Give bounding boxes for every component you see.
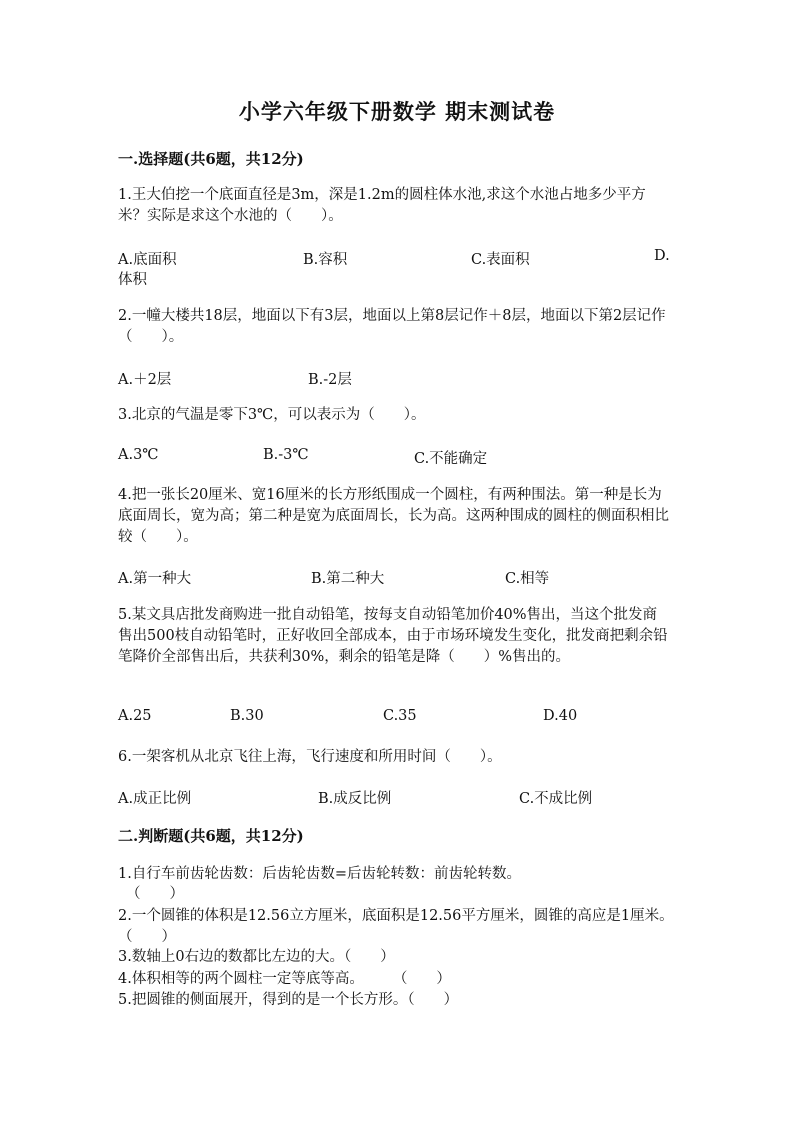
- q4-option-b: B.第二种大: [311, 571, 385, 587]
- q1-option-d: D.: [654, 248, 670, 264]
- judgement-1: 1.自行车前齿轮齿数：后齿轮齿数=后齿轮转数：前齿轮转数。: [118, 866, 521, 882]
- judgement-2: 2.一个圆锥的体积是12.56立方厘米，底面积是12.56平方厘米，圆锥的高应是1厘米。 （ ）: [118, 908, 710, 945]
- q2-option-b: B.-2层: [308, 372, 352, 388]
- q6-option-b: B.成反比例: [318, 791, 392, 807]
- q5-option-a: A.25: [118, 708, 152, 724]
- judgement-3: 3.数轴上0右边的数都比左边的大。（ ）: [118, 949, 395, 965]
- page-title: 小学六年级下册数学 期末测试卷: [238, 99, 556, 124]
- q1-option-d-text: 体积: [118, 272, 147, 288]
- question-2: 2.一幢大楼共18层，地面以下有3层，地面以上第8层记作＋8层，地面以下第2层记作（ ）。: [118, 308, 666, 345]
- q5-option-d: D.40: [543, 708, 578, 724]
- q3-option-b: B.-3℃: [263, 447, 309, 463]
- q1-option-a: A.底面积: [118, 252, 177, 268]
- q4-option-c: C.相等: [505, 571, 550, 587]
- q1-option-b: B.容积: [303, 252, 348, 268]
- question-4: 4.把一张长20厘米、宽16厘米的长方形纸围成一个圆柱，有两种围法。第一种是长为底面周长，宽为高；第二种是宽为底面周长，长为高。这两种围成的圆柱的侧面积相比较（ ）。: [118, 487, 669, 545]
- q6-option-a: A.成正比例: [118, 791, 192, 807]
- judgement-4: 4.体积相等的两个圆柱一定等底等高。 （ ）: [118, 971, 451, 987]
- q3-option-c: C.不能确定: [414, 451, 488, 467]
- question-5: 5.某文具店批发商购进一批自动铅笔，按每支自动铅笔加价40%售出，当这个批发商售出500枝自动铅笔时，正好收回全部成本，由于市场环境发生变化，批发商把剩余铅笔降价全部售出后，共获利30%，剩余的铅笔是降（ ）%售出的。: [118, 607, 668, 665]
- section-heading-choice: 一.选择题(共6题，共12分): [118, 150, 304, 168]
- q3-option-a: A.3℃: [118, 447, 159, 463]
- q6-option-c: C.不成比例: [519, 791, 593, 807]
- judgement-5: 5.把圆锥的侧面展开，得到的是一个长方形。（ ）: [118, 992, 459, 1008]
- question-1: 1.王大伯挖一个底面直径是3m，深是1.2m的圆柱体水池,求这个水池占地多少平方米？实际是求这个水池的（ ）。: [118, 187, 646, 224]
- judgement-1-blank: （ ）: [126, 886, 184, 902]
- question-3: 3.北京的气温是零下3℃，可以表示为（ ）。: [118, 407, 426, 423]
- q4-option-a: A.第一种大: [118, 571, 192, 587]
- q1-option-c: C.表面积: [471, 252, 530, 268]
- q2-option-a: A.＋2层: [118, 372, 172, 388]
- q5-option-c: C.35: [383, 708, 417, 724]
- question-6: 6.一架客机从北京飞往上海，飞行速度和所用时间（ ）。: [118, 749, 502, 765]
- q5-option-b: B.30: [230, 708, 264, 724]
- section-heading-judgement: 二.判断题(共6题，共12分): [118, 827, 304, 845]
